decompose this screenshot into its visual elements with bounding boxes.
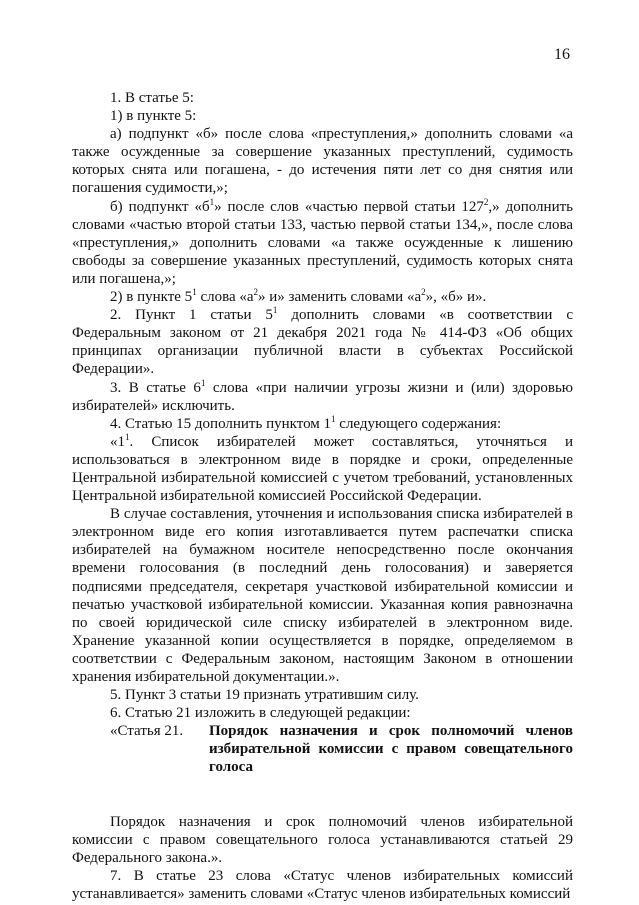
paragraph: 7. В статье 23 слова «Статус членов избирательных комиссий устанавливается» заменить словами «Статус членов избирательных комиссий [72, 867, 573, 902]
article-title: Порядок назначения и срок полномочий членов избирательной комиссии с правом совещательного голоса [209, 723, 573, 776]
text-run: следующего содержания: [335, 415, 502, 432]
text-run: . Список избирателей может составляться, уточняться и использоваться в электронном виде в порядке и сроки, определенные Центральной избирательной комиссией с учетом требований, установленных Центральной избирательной комиссией Российской Федерации. [72, 433, 573, 505]
spacer [72, 777, 573, 813]
text-run: б) подпункт «б [110, 198, 210, 215]
paragraph [72, 306, 573, 378]
paragraph [72, 433, 573, 505]
paragraph: 1. В статье 5: [110, 90, 194, 106]
page-number: 16 [554, 46, 570, 63]
article-label: «Статья 21. [110, 723, 184, 740]
paragraph: 1) в пункте 5: [110, 108, 197, 125]
text-run: 4. Статью 15 дополнить пунктом 1 [110, 415, 332, 432]
superscript: 1 [200, 377, 206, 388]
article-heading [72, 722, 573, 776]
superscript: 1 [192, 287, 197, 298]
superscript: 1 [209, 196, 215, 207]
paragraph: Порядок назначения и срок полномочий членов избирательной комиссии с правом совещательного голоса устанавливаются статьей 29 Федерального закона.». [72, 813, 573, 866]
paragraph: В случае составления, уточнения и использования списка избирателей в электронном виде его копия изготавливается путем распечатки списка избирателей на бумажном носителе непосредственно после окончания времени голосования (в последний день голосования) и заверяется подписями председателя, секретаря участковой избирательной комиссии и печатью участковой избирательной комиссии. Указанная копия равнозначна по своей юридической силе списку избирателей в электронном виде. Хранение указанной копии осуществляется в порядке, определяемом в соответствии с Федеральным законом, настоящим Законом в отношении хранения избирательной документации.». [72, 506, 573, 685]
text-run: 2. Пункт 1 статьи 5 [110, 307, 273, 324]
text-run: », «б» и». [425, 289, 487, 306]
text-run: 2) в пункте 5 [110, 289, 193, 306]
superscript: 1 [272, 305, 278, 316]
text-run: 3. В статье 6 [110, 379, 201, 396]
paragraph [72, 379, 573, 415]
superscript: 1 [331, 413, 336, 424]
paragraph [72, 415, 573, 433]
text-run: слова «а [196, 289, 254, 306]
paragraph: 5. Пункт 3 статьи 19 признать утратившим силу. [110, 687, 419, 704]
superscript: 2 [253, 287, 259, 298]
paragraph [72, 288, 573, 306]
paragraph [72, 198, 573, 288]
document-body [72, 89, 573, 903]
text-run: » после слов «частью первой статьи 127 [214, 198, 484, 215]
text-run: дополнить словами «в соответствии с Федеральным законом от 21 декабря 2021 года № 414-ФЗ «Об общих принципах организации публичной власти в субъектах Российской Федерации». [72, 307, 573, 378]
paragraph: а) подпункт «б» после слова «преступления,» дополнить словами «а также осужденные за совершение указанных преступлений, судимость которых снята или погашена, - до истечения пяти лет со дня снятия или погашения судимости,»; [72, 126, 573, 197]
paragraph: 6. Статью 21 изложить в следующей редакции: [110, 705, 411, 722]
text-run: » и» заменить словами «а [258, 289, 422, 306]
text-run: слова «при наличии угрозы жизни и (или) здоровью избирателей» исключить. [72, 379, 573, 414]
text-run: ,» дополнить словами «частью второй статьи 133, частью первой статьи 134,», после слова «преступления,» дополнить словами «а также осужденные к лишению свободы за совершение указанных преступлений, судимость которых снята или погашена,»; [72, 198, 573, 287]
superscript: 1 [125, 431, 130, 442]
text-run: «1 [110, 433, 125, 450]
superscript: 2 [483, 196, 489, 207]
superscript: 2 [421, 287, 426, 298]
